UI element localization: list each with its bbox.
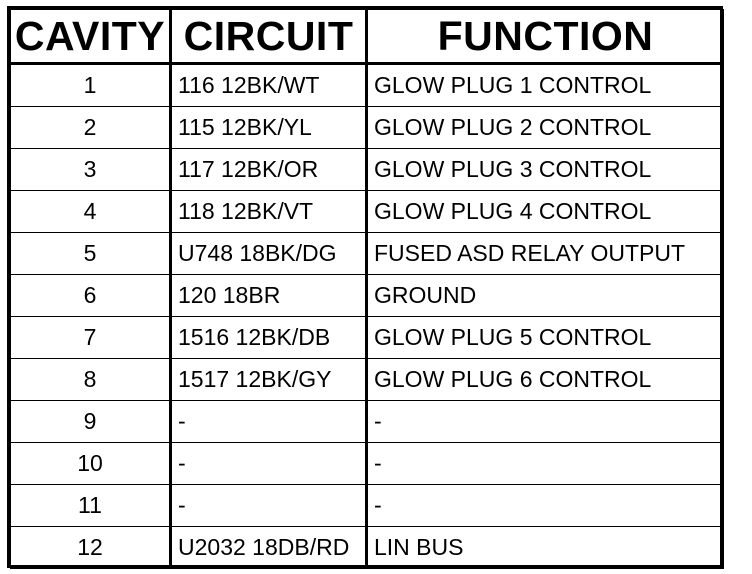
cavity-cell: 1	[11, 64, 171, 107]
header-row	[11, 10, 724, 64]
table-row	[11, 359, 724, 401]
cavity-cell: 5	[11, 233, 171, 275]
cavity-header: CAVITY	[11, 10, 171, 64]
circuit-cell: U748 18BK/DG	[171, 233, 367, 275]
table-row	[11, 275, 724, 317]
circuit-cell: 115 12BK/YL	[171, 107, 367, 149]
circuit-cell: 1516 12BK/DB	[171, 317, 367, 359]
cavity-cell: 8	[11, 359, 171, 401]
function-cell: GLOW PLUG 2 CONTROL	[367, 107, 724, 149]
connector-pinout-table	[10, 9, 724, 569]
cavity-cell: 6	[11, 275, 171, 317]
function-cell: GLOW PLUG 5 CONTROL	[367, 317, 724, 359]
circuit-cell: 1517 12BK/GY	[171, 359, 367, 401]
function-cell: -	[367, 443, 724, 485]
function-cell: -	[367, 401, 724, 443]
function-cell: FUSED ASD RELAY OUTPUT	[367, 233, 724, 275]
table-row	[11, 191, 724, 233]
function-header: FUNCTION	[367, 10, 724, 64]
table-row	[11, 64, 724, 107]
table-row	[11, 149, 724, 191]
circuit-cell: -	[171, 443, 367, 485]
table-row	[11, 527, 724, 569]
circuit-cell: 116 12BK/WT	[171, 64, 367, 107]
function-cell: GLOW PLUG 3 CONTROL	[367, 149, 724, 191]
table-row	[11, 401, 724, 443]
cavity-cell: 9	[11, 401, 171, 443]
cavity-cell: 7	[11, 317, 171, 359]
function-cell: GLOW PLUG 6 CONTROL	[367, 359, 724, 401]
table-row	[11, 107, 724, 149]
circuit-header: CIRCUIT	[171, 10, 367, 64]
table-row	[11, 443, 724, 485]
circuit-cell: 117 12BK/OR	[171, 149, 367, 191]
table-row	[11, 317, 724, 359]
table-row	[11, 233, 724, 275]
circuit-cell: 118 12BK/VT	[171, 191, 367, 233]
circuit-cell: -	[171, 401, 367, 443]
table-row	[11, 485, 724, 527]
circuit-cell: U2032 18DB/RD	[171, 527, 367, 569]
circuit-cell: -	[171, 485, 367, 527]
function-cell: GLOW PLUG 4 CONTROL	[367, 191, 724, 233]
function-cell: GROUND	[367, 275, 724, 317]
cavity-cell: 3	[11, 149, 171, 191]
function-cell: LIN BUS	[367, 527, 724, 569]
function-cell: GLOW PLUG 1 CONTROL	[367, 64, 724, 107]
cavity-cell: 10	[11, 443, 171, 485]
connector-pinout-table-frame	[7, 6, 723, 568]
function-cell: -	[367, 485, 724, 527]
cavity-cell: 4	[11, 191, 171, 233]
circuit-cell: 120 18BR	[171, 275, 367, 317]
cavity-cell: 11	[11, 485, 171, 527]
cavity-cell: 2	[11, 107, 171, 149]
cavity-cell: 12	[11, 527, 171, 569]
